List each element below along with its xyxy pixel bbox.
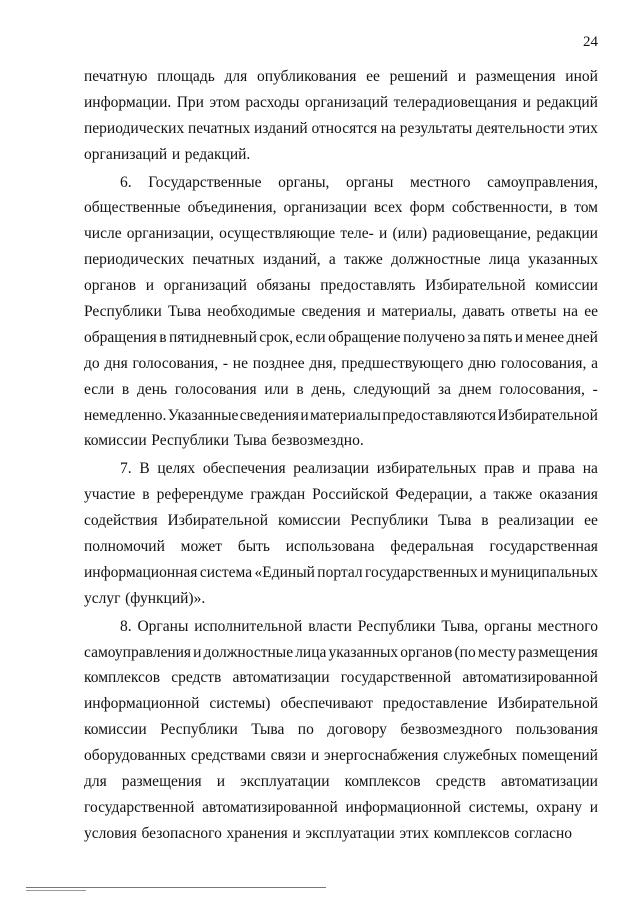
word: этом: [209, 93, 240, 111]
word: быть: [237, 538, 270, 556]
word: Республики: [357, 617, 436, 635]
word: редакций.: [184, 145, 251, 163]
word: Федерации,: [395, 486, 473, 504]
word: за: [467, 328, 481, 346]
word: том: [574, 199, 598, 217]
text-line: [84, 717, 598, 743]
word: результаты: [399, 119, 473, 137]
word: муниципальных: [490, 563, 598, 581]
word: размещения: [121, 773, 202, 791]
word: голосования,: [499, 380, 585, 398]
word: печатных: [192, 251, 255, 269]
word: местного: [537, 617, 598, 635]
word: за: [437, 380, 451, 398]
text-line: [84, 640, 598, 666]
word: периодических: [84, 251, 185, 269]
bottom-scan-line-short: [26, 890, 86, 891]
word: в: [296, 380, 304, 398]
text-line: [84, 795, 598, 821]
word: изданий,: [263, 251, 321, 269]
word: организации: [283, 199, 367, 217]
word: Российской: [312, 486, 389, 504]
text-line: [84, 743, 598, 769]
word: форм: [409, 199, 445, 217]
word: права: [538, 460, 576, 478]
word: позднее: [252, 354, 305, 372]
word: автоматизированной: [462, 669, 598, 687]
word: на: [562, 303, 578, 321]
word: служебных: [443, 747, 518, 765]
word: автоматизации: [500, 773, 598, 791]
word: голосования,: [132, 354, 219, 372]
word: Избирательной: [167, 512, 269, 530]
word: и: [522, 460, 531, 478]
word: и: [589, 798, 598, 816]
word: системы): [209, 695, 271, 713]
text-line: [84, 116, 598, 142]
word: (по: [454, 643, 476, 661]
text-line: [84, 534, 598, 560]
word: дня: [104, 354, 128, 372]
word: голосования,: [500, 354, 587, 372]
word: ее: [366, 68, 380, 85]
word: печатную: [84, 68, 148, 85]
word: Избирательной: [497, 406, 598, 424]
word: предшествующего: [341, 354, 464, 372]
text-line: [84, 273, 598, 299]
word: объединения,: [187, 199, 277, 217]
word: организации,: [126, 225, 214, 243]
word: автоматизации: [232, 669, 330, 687]
word: изданий: [253, 119, 308, 137]
word: федеральная: [390, 538, 474, 556]
word: должностные: [203, 643, 294, 661]
word: ее: [584, 512, 598, 530]
word: обращение: [328, 328, 401, 346]
word: осуществляющие: [219, 225, 336, 243]
word: государственная: [489, 538, 598, 556]
word: комплексов: [84, 669, 161, 687]
word: -: [222, 354, 229, 372]
word: обращения: [84, 328, 157, 346]
word: услуг: [84, 589, 121, 607]
word: оборудованных: [84, 747, 187, 765]
word: местного: [410, 173, 471, 191]
word: телерадиовещания: [393, 93, 518, 111]
word: При: [176, 93, 204, 111]
word: а: [479, 486, 487, 504]
word: сведения: [301, 303, 361, 321]
word: сведения: [239, 406, 299, 424]
word: и: [300, 406, 309, 424]
word: В: [139, 460, 150, 478]
text-line: [84, 247, 598, 273]
word: (функций)».: [125, 589, 206, 607]
page-number: 24: [583, 34, 598, 50]
word: самоуправления: [84, 643, 192, 661]
word: условия: [84, 824, 137, 842]
word: целях: [157, 460, 196, 478]
word: Избирательной: [497, 695, 598, 713]
word: днем: [458, 380, 492, 398]
word: энергоснабжения: [324, 747, 439, 765]
text-line: [84, 482, 598, 508]
word: безвозмездного: [400, 721, 503, 739]
word: связи: [270, 747, 307, 765]
word: общественные: [84, 199, 181, 217]
word: предоставлять: [320, 277, 416, 295]
word: лица: [488, 251, 521, 269]
word: голосования: [174, 380, 257, 398]
word: этих: [399, 824, 429, 842]
text-line: [84, 821, 598, 847]
text-line: [84, 221, 598, 247]
word: Тыва: [438, 512, 472, 530]
word: месту: [477, 643, 517, 661]
word: 7.: [120, 460, 132, 478]
paragraph: [84, 614, 598, 847]
word: «Единый: [254, 563, 315, 581]
word: информационная: [84, 563, 198, 581]
word: иной: [565, 68, 598, 85]
word: комплексов: [344, 773, 421, 791]
word: средствами: [190, 747, 266, 765]
word: и: [310, 747, 320, 765]
word: получено: [403, 328, 466, 346]
word: и: [514, 328, 524, 346]
word: системы,: [468, 798, 529, 816]
word: опубликования: [257, 68, 357, 85]
word: органы: [345, 173, 394, 191]
word: обеспечивают: [280, 695, 373, 713]
word: автоматизированной: [202, 798, 338, 816]
word: редакций: [536, 93, 598, 111]
word: средств: [171, 669, 222, 687]
word: комиссии: [535, 277, 598, 295]
word: 8.: [120, 617, 132, 635]
word: если: [84, 380, 115, 398]
word: в: [159, 328, 167, 346]
text-line: [84, 586, 598, 612]
word: числе: [84, 225, 122, 243]
word: предоставляются: [382, 406, 497, 424]
word: содействия: [84, 512, 158, 530]
word: собственности,: [451, 199, 553, 217]
word: Тыва,: [441, 617, 479, 635]
word: Республики: [84, 303, 162, 321]
word: и: [145, 277, 155, 295]
word: день: [136, 380, 168, 398]
word: срок,: [259, 328, 294, 346]
word: использована: [285, 538, 375, 556]
word: избирательных: [376, 460, 477, 478]
word: следующий: [353, 380, 431, 398]
paragraph: [84, 64, 598, 168]
word: ответы: [510, 303, 557, 321]
word: и: [479, 563, 489, 581]
text-line: [84, 403, 598, 429]
text-line: [84, 142, 598, 168]
word: расходы: [245, 93, 300, 111]
word: исполнительной: [194, 617, 303, 635]
word: 6.: [120, 173, 132, 191]
word: комиссии: [277, 512, 341, 530]
text-line: [84, 428, 598, 454]
word: а: [591, 354, 598, 372]
word: в: [142, 486, 150, 504]
word: указанных: [528, 251, 598, 269]
word: Государственные: [148, 173, 262, 191]
word: размещения: [475, 68, 556, 85]
word: информационной: [84, 695, 200, 713]
word: Республики: [151, 432, 230, 450]
word: и: [522, 93, 531, 111]
word: участие: [84, 486, 136, 504]
word: государственной: [340, 669, 452, 687]
word: и: [366, 303, 376, 321]
word: давать: [462, 303, 505, 321]
word: система: [199, 563, 253, 581]
word: и: [292, 824, 301, 842]
word: в: [481, 512, 489, 530]
word: в: [559, 199, 568, 217]
word: охрану: [536, 798, 582, 816]
word: радиовещание,: [432, 225, 532, 243]
word: портал: [317, 563, 363, 581]
word: Республики: [350, 512, 429, 530]
word: реализации: [293, 460, 370, 478]
word: или: [264, 380, 289, 398]
word: хранения: [226, 824, 288, 842]
word: и: [378, 225, 388, 243]
word: ее: [584, 303, 598, 321]
word: организаций: [84, 145, 168, 163]
word: государственной: [84, 798, 195, 816]
word: оказания: [539, 486, 598, 504]
word: дней: [566, 328, 598, 346]
word: необходимые: [207, 303, 296, 321]
word: органов: [84, 277, 137, 295]
word: на: [582, 460, 598, 478]
word: до: [84, 354, 100, 372]
word: решений: [389, 68, 448, 85]
word: Тыва: [167, 303, 202, 321]
word: Указанные: [167, 406, 239, 424]
paragraph: [84, 456, 598, 611]
word: указанных: [328, 643, 399, 661]
word: комиссии: [84, 432, 147, 450]
text-line: [84, 64, 598, 90]
word: предоставление: [382, 695, 488, 713]
text-line: [84, 769, 598, 795]
word: средств: [435, 773, 486, 791]
word: реализации: [498, 512, 575, 530]
word: пользования: [515, 721, 598, 739]
word: пять: [483, 328, 513, 346]
word: пятидневный: [168, 328, 257, 346]
word: власти: [308, 617, 352, 635]
word: информационной: [345, 798, 461, 816]
word: этих: [568, 119, 598, 137]
word: менее: [525, 328, 565, 346]
word: органы: [484, 617, 532, 635]
word: также: [493, 486, 533, 504]
text-line: [84, 508, 598, 534]
text-line: [84, 456, 598, 482]
text-line: [84, 377, 598, 403]
word: размещения: [518, 643, 598, 661]
paragraph: [84, 170, 598, 455]
word: референдуме: [156, 486, 244, 504]
text-line: [84, 325, 598, 351]
text-line: [84, 351, 598, 377]
word: Избирательной: [425, 277, 526, 295]
word: информации.: [84, 93, 172, 111]
word: деятельности: [476, 119, 565, 137]
word: материалы,: [381, 303, 457, 321]
text-line: [84, 90, 598, 116]
word: также: [344, 251, 383, 269]
word: органов: [400, 643, 453, 661]
word: и: [193, 643, 202, 661]
word: печатных: [187, 119, 251, 137]
word: эксплуатации: [305, 824, 395, 842]
word: безвозмездно.: [271, 432, 364, 450]
word: и: [457, 68, 467, 85]
word: обязаны: [256, 277, 311, 295]
word: органы,: [278, 173, 330, 191]
word: всех: [373, 199, 403, 217]
word: эксплуатации: [240, 773, 330, 791]
word: если: [295, 328, 326, 346]
text-line: [84, 299, 598, 325]
word: на: [380, 119, 397, 137]
word: дня,: [309, 354, 337, 372]
word: площадь: [157, 68, 215, 85]
text-line: [84, 691, 598, 717]
word: дню: [468, 354, 496, 372]
word: обеспечения: [202, 460, 286, 478]
word: самоуправления,: [487, 173, 598, 191]
word: должностные: [391, 251, 481, 269]
text-line: [84, 665, 598, 691]
word: безопасного: [141, 824, 222, 842]
word: редакции: [536, 225, 598, 243]
word: согласно: [514, 824, 572, 842]
word: не: [232, 354, 248, 372]
word: а: [328, 251, 336, 269]
word: полномочий: [84, 538, 165, 556]
word: Тыва: [233, 432, 267, 450]
word: Тыва: [251, 721, 285, 739]
text-line: [84, 614, 598, 640]
word: по: [297, 721, 314, 739]
word: лица: [295, 643, 327, 661]
word: комиссии: [84, 721, 147, 739]
word: в: [121, 380, 130, 398]
word: немедленно.: [84, 406, 167, 424]
word: и: [216, 773, 225, 791]
word: для: [224, 68, 248, 85]
word: теле-: [340, 225, 374, 243]
word: периодических: [84, 119, 185, 137]
text-line: [84, 195, 598, 221]
word: помещений: [521, 747, 598, 765]
word: договору: [327, 721, 387, 739]
word: Органы: [137, 617, 189, 635]
word: комплексов: [433, 824, 510, 842]
word: государственных: [365, 563, 478, 581]
word: материалы: [309, 406, 381, 424]
word: может: [180, 538, 223, 556]
word: для: [84, 773, 107, 791]
word: граждан: [250, 486, 306, 504]
word: день,: [311, 380, 346, 398]
word: и: [171, 145, 181, 163]
word: Республики: [160, 721, 238, 739]
bottom-scan-line: [26, 887, 326, 888]
word: -: [592, 380, 598, 398]
document-body: [84, 64, 598, 847]
word: (или): [392, 225, 428, 243]
word: организаций: [304, 93, 389, 111]
word: организаций: [163, 277, 247, 295]
word: прав: [484, 460, 515, 478]
text-line: [84, 170, 598, 196]
text-line: [84, 560, 598, 586]
word: относятся: [311, 119, 378, 137]
